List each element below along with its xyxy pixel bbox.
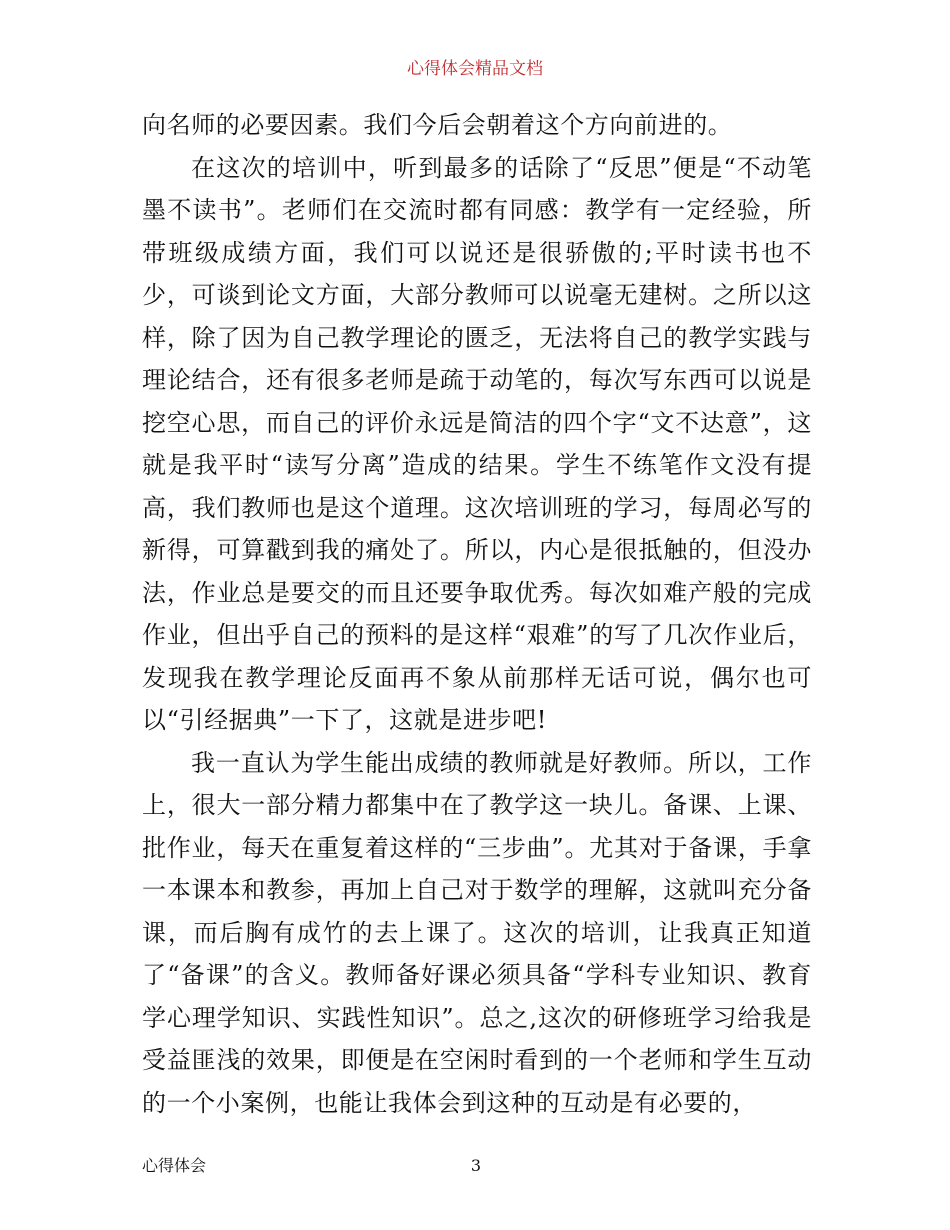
- header-title: 心得体会精品文档: [407, 59, 543, 79]
- paragraph-continuation: 向名师的必要因素。我们今后会朝着这个方向前进的。: [142, 111, 733, 139]
- document-body: [142, 104, 812, 1124]
- page-number: 3: [470, 1156, 482, 1175]
- paragraph-training-reflection: 在这次的培训中，听到最多的话除了“反思”便是“不动笔墨不读书”。老师们在交流时都有同感：教学有一定经验，所带班级成绩方面，我们可以说还是很骄傲的;平时读书也不少，可谈到论文方面，大部分教师可以说毫无建树。之所以这样，除了因为自己教学理论的匮乏，无法将自己的教学实践与理论结合，还有很多老师是疏于动笔的，每次写东西可以说是挖空心思，而自己的评价永远是简洁的四个字“文不达意”，这就是我平时“读写分离”造成的结果。学生不练笔作文没有提高，我们教师也是这个道理。这次培训班的学习，每周必写的新得，可算戳到我的痛处了。所以，内心是很抵触的，但没办法，作业总是要交的而且还要争取优秀。每次如难产般的完成作业，但出乎自己的预料的是这样“艰难”的写了几次作业后，发现我在教学理论反面再不象从前那样无话可说，偶尔也可以“引经据典”一下了，这就是进步吧!: [142, 153, 812, 734]
- paragraph-lesson-preparation: 我一直认为学生能出成绩的教师就是好教师。所以，工作上，很大一部分精力都集中在了教学这一块儿。备课、上课、批作业，每天在重复着这样的“三步曲”。尤其对于备课，手拿一本课本和教参，再加上自己对于数学的理解，这就叫充分备课，而后胸有成竹的去上课了。这次的培训，让我真正知道了“备课”的含义。教师备好课必须具备“学科专业知识、教育学心理学知识、实践性知识”。总之,这次的研修班学习给我是受益匪浅的效果，即便是在空闲时看到的一个老师和学生互动的一个小案例，也能让我体会到这种的互动是有必要的，: [142, 748, 812, 1117]
- footer-label: 心得体会: [142, 1156, 207, 1175]
